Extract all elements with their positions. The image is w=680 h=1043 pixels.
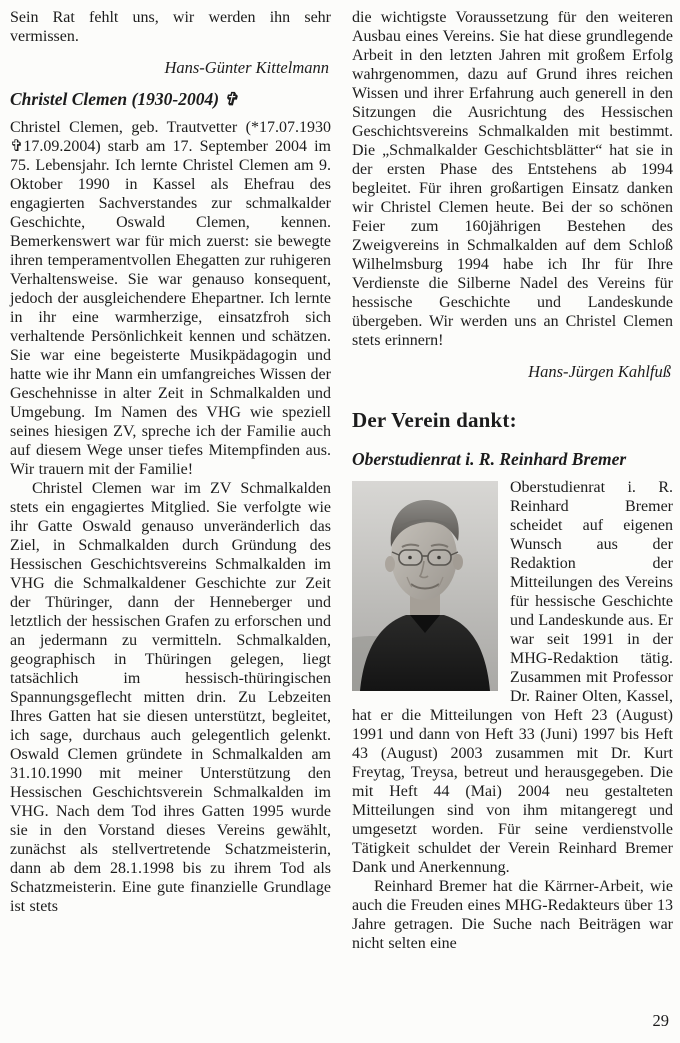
article-paragraph-1: Oberstudienrat i. R. Reinhard Bremer scheidet auf eigenen Wunsch aus der Redaktion der Mitteilungen des Vereins für hessische Geschichte und Landeskunde aus. Er war seit 1991 in der MHG-Redaktion tätig. Zusammen mit Professor Dr. Rainer Olten, Kassel, hat er die Mitteilungen von Heft 23 (August) 1991 und dann von Heft 33 (Juni) 1997 bis Heft 43 (August) 2003 zusammen mit Dr. Kurt Freytag, Treysa, betreut und herausgegeben. Die mit Heft 44 (Mai) 2004 neu gestalteten Mitteilungen sind von ihm mitangeregt und umgesetzt worden. Für seine verdienstvolle Tätigkeit schuldet der Verein Reinhard Bremer Dank und Anerkennung. bbox=[352, 479, 673, 876]
portrait-photo-image bbox=[352, 481, 498, 691]
previous-article-ending: Sein Rat fehlt uns, wir werden ihn sehr vermissen. bbox=[10, 9, 331, 45]
section-heading-der-verein-dankt: Der Verein dankt: bbox=[352, 408, 517, 432]
obituary-paragraph-2: Christel Clemen war im ZV Schmalkalden stets ein engagiertes Mitglied. Sie verfolgte wie ihr Gatte Oswald genauso unveränderlich das Ziel, in Schmalkalden durch Gründung des Hessischen Geschichtsvereins Schmalkalden im VHG die Schmalkaldener Geschichte zur Zeit der Thüringer, dann der Henneberger und letztlich der hessischen Grafen zu erforschen und an jedermann zu vermitteln. Schmalkalden, geographisch in Thüringen gelegen, liegt tatsächlich im hessisch-thüringischen Spannungsgeflecht mitten drin. Zu Lebzeiten Ihres Gatten hat sie diesen unterstützt, begleitet, ich sage, durchaus auch gelegentlich gelenkt. Oswald Clemen gründete in Schmalkalden am 31.10.1990 mit meiner Unterstützung den Hessischen Geschichtsverein Schmalkalden im VHG. Nach dem Tod ihres Gatten 1995 wurde sie in den Vorstand dieses Vereins gewählt, zunächst als stellvertretende Schatzmeisterin, dann ab dem 28.1.1998 bis zu ihrem Tod als Schatzmeisterin. Eine gute finanzielle Grundlage ist stets bbox=[10, 480, 331, 915]
article-paragraph-2: Reinhard Bremer hat die Kärrner-Arbeit, wie auch die Freuden eines MHG-Redakteurs über 13 Jahre getragen. Die Suche nach Beiträgen war nicht selten eine bbox=[352, 878, 673, 952]
obituary-heading: Christel Clemen (1930-2004) ✞ bbox=[10, 89, 239, 109]
obituary-paragraph-1: Christel Clemen, geb. Trautvetter (*17.07.1930 ✞17.09.2004) starb am 17. September 2004 im 75. Lebensjahr. Ich lernte Christel Clemen am 9. Oktober 1990 in Kassel als Ehefrau des engagierten Sachverstandes zur schmalkalder Geschichte, Oswald Clemen, kennen. Bemerkenswert war für mich zuerst: sie bewegte ihren temperamentvollen Ehegatten zur ruhigeren Verhaltensweise. Sie war genauso konsequent, jedoch der ausgleichendere Ehepartner. Ich lernte in ihr eine warmherzige, einsatzfroh sich verhaltende Persönlichkeit kennen und schätzen. Sie war eine begeisterte Musikpädagogin und hatte wie ihr Mann ein umfangreiches Wissen der Geschehnisse in alter Zeit in Schmalkalden und Umgebung. Im Namen des VHG wie speziell seines hiesigen ZV, spreche ich der Familie auch auf diesem Wege unser tiefes Mitempfinden aus. Wir trauern mit der Familie! bbox=[10, 119, 331, 478]
obituary-paragraph-3: die wichtigste Voraussetzung für den weiteren Ausbau eines Vereins. Sie hat diese grundlegende Arbeit in den letzten Jahren mit großem Erfolg wahrgenommen, dazu auf Grund ihres reichen Wissen und ihrer Erfahrung auch generell in den Sitzungen die Ausrichtung des Hessischen Geschichtsvereins Schmalkalden mit bestimmt. Die „Schmalkalder Geschichtsblätter“ hat sie in der ersten Phase des Entstehens ab 1994 begleitet. Für ihren großartigen Einsatz danken wir Christel Clemen heute. Bei der so schönen Feier zum 160jährigen Bestehen des Zweigvereins in Schmalkalden auf dem Schloß Wilhelmsburg 1994 habe ich Ihr für Ihre Verdienste die Silberne Nadel des Vereins für hessische Geschichte und Landeskunde übergeben. Wir werden uns an Christel Clemen stets erinnern! bbox=[352, 9, 673, 349]
author-signature-kittelmann: Hans-Günter Kittelmann bbox=[164, 58, 329, 77]
left-column bbox=[10, 8, 331, 953]
right-column bbox=[352, 8, 673, 953]
author-signature-kahlfuss: Hans-Jürgen Kahlfuß bbox=[528, 362, 671, 381]
article-heading-bremer: Oberstudienrat i. R. Reinhard Bremer bbox=[352, 449, 627, 469]
page-number: 29 bbox=[652, 1011, 669, 1030]
portrait-photo bbox=[352, 481, 498, 691]
